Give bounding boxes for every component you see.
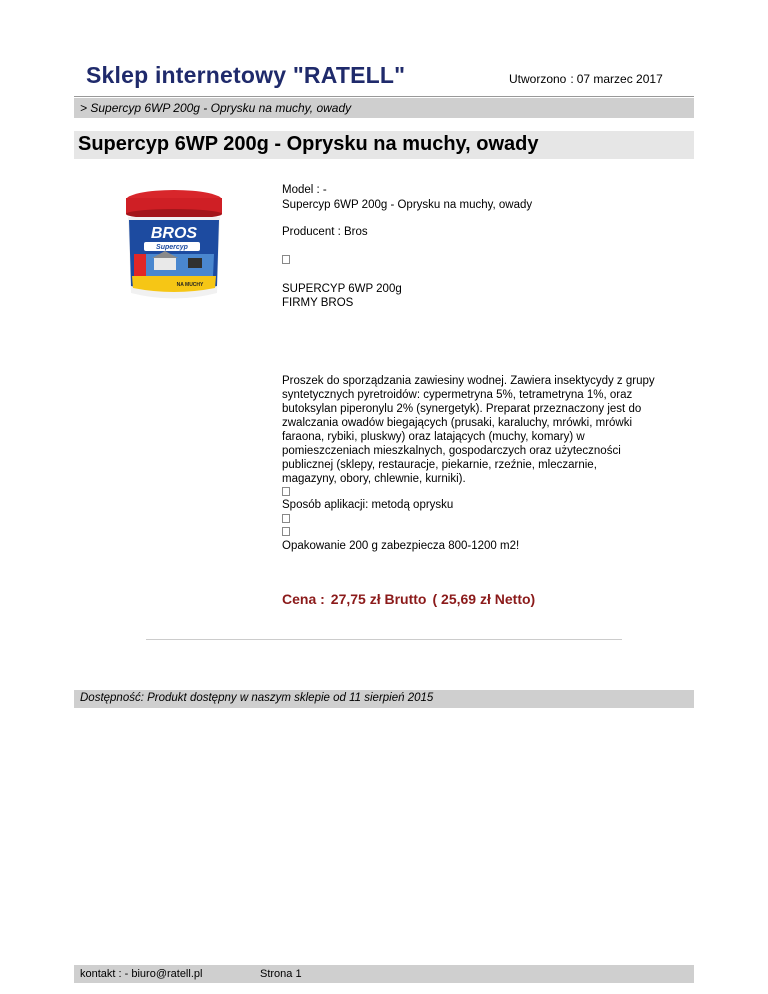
application-line: Sposób aplikacji: metodą oprysku (282, 499, 454, 511)
price (282, 591, 535, 607)
image-label: NA MUCHY (176, 282, 204, 288)
producer-line: Producent : Bros (282, 226, 368, 238)
product-name-line1: SUPERCYP 6WP 200g (282, 283, 402, 295)
placeholder-glyph (282, 527, 290, 536)
description-line: pomieszczeniach mieszkalnych, gospodarczych oraz użyteczności (282, 445, 621, 457)
availability-bar: Dostępność: Produkt dostępny w naszym sklepie od 11 sierpień 2015 (74, 690, 694, 708)
description-line: faraona, rybiki, pluskwy) oraz latających (muchy, komary) w (282, 431, 585, 443)
description-line: Proszek do sporządzania zawiesiny wodnej. Zawiera insektycydy z grupy (282, 375, 655, 387)
product-name-line2: FIRMY BROS (282, 297, 354, 309)
footer-page-number: Strona 1 (260, 968, 302, 980)
price-netto: ( 25,69 zł Netto) (432, 591, 536, 607)
placeholder-glyph (282, 487, 290, 496)
model-line: Model : - (282, 184, 327, 196)
breadcrumb[interactable]: > Supercyp 6WP 200g - Oprysku na muchy, owady (74, 98, 694, 118)
divider (146, 639, 622, 640)
created-label: Utworzono (509, 72, 567, 86)
packaging-line: Opakowanie 200 g zabezpiecza 800-1200 m2! (282, 540, 520, 552)
description-line: syntetycznych pyretroidów: cypermetryna 5%, tetrametryna 1%, oraz (282, 389, 633, 401)
created-value: 07 marzec 2017 (576, 72, 663, 86)
product-image (120, 188, 228, 306)
description-line: zwalczania owadów biegających (prusaki, karaluchy, mrówki, mrówki (282, 417, 633, 429)
description-line: publicznej (sklepy, restauracje, piekarnie, rzeźnie, mleczarnie, (282, 459, 597, 471)
header-rule (74, 96, 694, 97)
image-brand: BROS (150, 225, 198, 242)
created-date: Utworzono : 07 marzec 2017 (509, 72, 663, 86)
description-line: butoksylan piperonylu 2% (synergetyk). Preparat przeznaczony jest do (282, 403, 642, 415)
price-brutto: 27,75 zł Brutto (330, 591, 427, 607)
description-line: magazyny, obory, chlewnie, kurniki). (282, 473, 466, 485)
product-title: Supercyp 6WP 200g - Oprysku na muchy, owady (74, 131, 694, 159)
model-name: Supercyp 6WP 200g - Oprysku na muchy, owady (282, 199, 533, 211)
placeholder-glyph (282, 255, 290, 264)
footer-contact[interactable]: kontakt : - biuro@ratell.pl (80, 968, 203, 980)
price-label: Cena : (282, 591, 325, 607)
placeholder-glyph (282, 514, 290, 523)
shop-title: Sklep internetowy "RATELL" (86, 62, 406, 88)
footer-bar (74, 965, 694, 983)
image-product: Supercyp (156, 244, 188, 251)
